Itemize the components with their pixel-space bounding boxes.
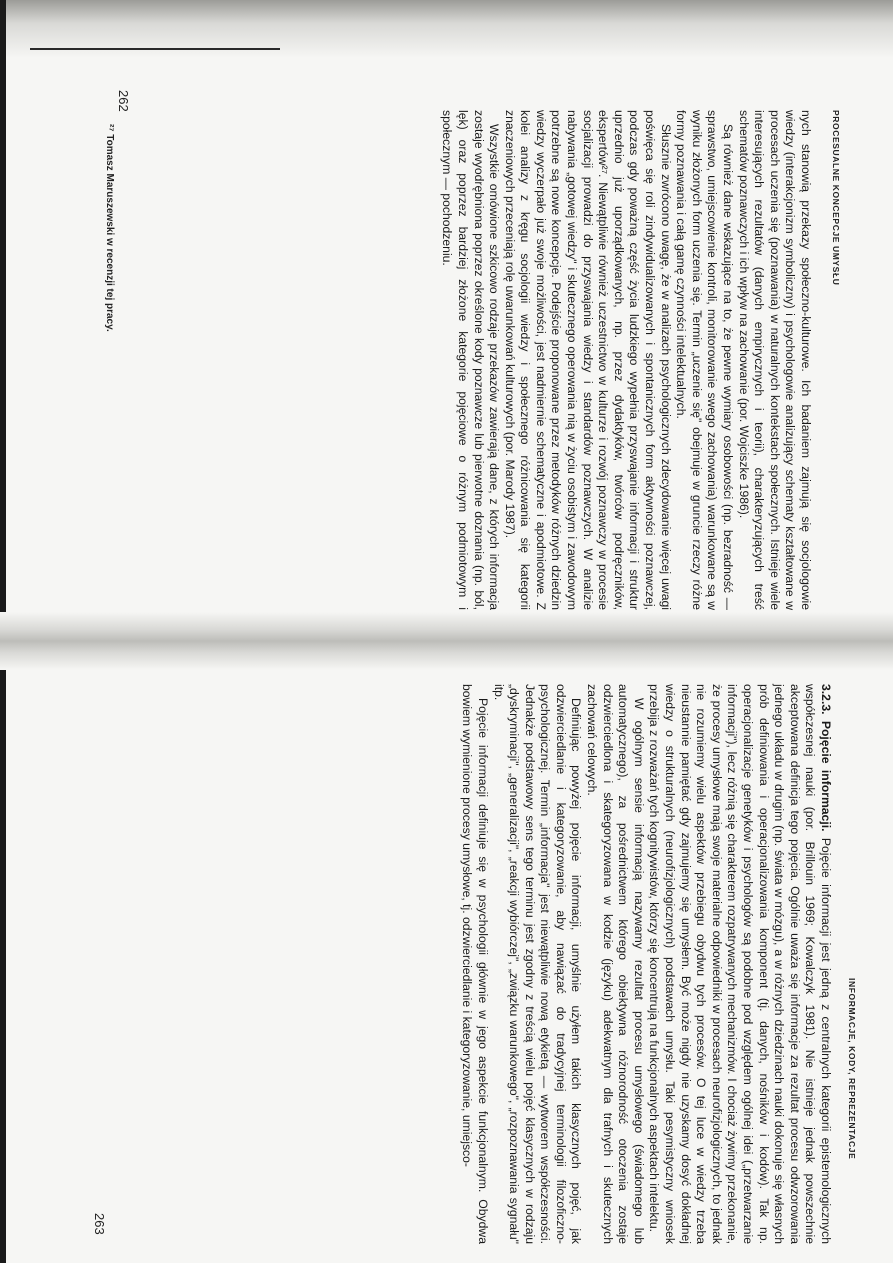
paragraph: Definiując powyżej pojęcie informacji, umyślnie użyłem takich klasycznych pojęć, jak odzwierciedlanie i kategoryzowanie, aby nawiązać do tradycyjnej terminologii filozoficzno-psychologicznej. Termin „informacja" jest niewątpliwie nową etykietą — wytworem współczesności. Jednakże podstawowy sens tego terminu jest zgodny z treścią wielu pojęć klasycznych w rodzaju „dyskryminacji", „generalizacji", „reakcji wybiórczej", „związku warunkowego", „rozpoznawania sygnału" itp. xyxy=(491,684,584,1244)
footnote: ²⁷ Tomasz Maruszewski w recenzji tej pracy. xyxy=(104,124,115,332)
running-header: INFORMACJE, KODY, REPREZENTACJE xyxy=(847,978,857,1160)
paragraph xyxy=(646,684,833,1244)
page-number: 262 xyxy=(116,90,131,112)
right-page xyxy=(85,668,875,1248)
scan-edge-line xyxy=(30,48,280,50)
paragraph: W ogólnym sensie informacją nazywamy rezultat procesu umysłowego (świadomego lub automatycznego), za pośrednictwem którego obiektywna różnorodność otoczenia zostaje odzwierciedlona i skategoryzowana w kodzie (języku) adekwatnym dla trafnych i skutecznych zachowań celowych. xyxy=(585,684,646,1244)
paragraph: Są również dane wskazujące na to, że pewne wymiary osobowości (np. bezradność — sprawstwo, umiejscowienie kontroli, monitorowanie swego zachowania) warunkowane są w wyniku złożonych form uczenia się. Termin „uczenie się" obejmuje w gruncie rzeczy różne formy poznawania i całą gamę czynności intelektualnych. xyxy=(674,110,736,610)
page-number: 263 xyxy=(92,1213,107,1235)
paragraph: Wszystkie omówione szkicowo rodzaje przekazów zawierają dane, z których informacja zostaje wyodrębniona poprzez określone kody poznawcze lub pierwotne doznania (np. ból, lęk) oraz poprzez bardziej złożone kategorie pojęciowe o różnym podmiotowym i społecznym — pochodzeniu. xyxy=(440,110,502,610)
running-header: PROCESUALNE KONCEPCJE UMYSŁU xyxy=(831,110,841,286)
book-gutter-fold xyxy=(0,612,893,670)
paragraph: Słusznie zwrócono uwagę, że w analizach psychologicznych zdecydowanie więcej uwagi poświęca się roli zindywidualizowanych i spontanicznych form aktywności poznawczej, podczas gdy poważną część życia ludzkiego wypełnia przyswajanie informacji i struktur uprzednio już uporządkowanych, np. przez dydaktyków, twórców podręczników, ekspertów²⁷. Niewątpliwie również uczestnictwo w kulturze i rozwój poznawczy w procesie socjalizacji prowadzi do przyswajania wiedzy i standardów poznawczych. W analizie nabywania „gotowej wiedzy" i skutecznego operowania nią w życiu osobistym i zawodowym potrzebne są nowe koncepcje. Podejście proponowane przez metodyków różnych dziedzin wiedzy wyczerpało już swoje możliwości, jest nadmiernie schematyczne i apodmiotowe. Z kolei analizy z kręgu socjologii wiedzy i społecznego różnicowania się kategorii znaczeniowych przeceniają rolę uwarunkowań kulturowych (por. Marody 1987). xyxy=(502,110,673,610)
body-text xyxy=(185,110,813,610)
paragraph: Pojęcie informacji definiuje się w psychologii głównie w jego aspekcie funkcjonalnym. Obydwa bowiem wymienione procesy umysłowe, tj. odzwierciedlanie i kategoryzowanie, umiejsco- xyxy=(460,684,490,1244)
paragraph-text: Pojęcie informacji jest jedną z centralnych kategorii epistemologicznych współczesnej nauki (por. Brillouin 1969; Kowalczyk 1981). Nie istnieje jednak powszechnie akceptowana definicja tego pojęcia. Ogólnie uważa się informacje za rezultat procesu odwzorowania jednego układu w drugim (np. świata w mózgu), a w różnych dziedzinach nauki dokonuje się własnych prób definiowania i operacjonalizowania komponent (tj. danych, nośników i kodów). Tak np. operacjonalizacje genetyków i psychologów są podobne pod względem ogólnej idei („przetwarzanie informacji"), lecz różnią się charakterem rozpatrywanych mechanizmów. I chociaż żywimy przekonanie, że procesy umysłowe mają swoje materialne odpowiedniki w procesach neurofizjologicznych, to jednak nie rozumiemy wielu aspektów przebiegu obydwu tych procesów. O tej luce w wiedzy trzeba nieustannie pamiętać gdy zajmujemy się umysłem. Być może nigdy nie uzyskamy dosyć dokładnej wiedzy o strukturalnych (neurofizjologicznych) podstawach umysłu. Taki pesymistyczny wniosek przebija z rozważań tych kognitywistów, którzy się koncentrują na funkcjonalnych aspektach intelektu. xyxy=(647,684,833,1244)
section-title: Pojęcie informacji. xyxy=(819,720,833,832)
section-number: 3.2.3. xyxy=(819,684,833,715)
body-text xyxy=(173,684,833,1244)
left-page xyxy=(85,64,845,612)
paragraph: nych stanowią przekazy społeczno-kulturowe. Ich badaniem zajmują się socjologowie wiedzy (interakcjonizm symboliczny) i psychologowie analizujący schematy kształtowane w procesach uczenia się (poznawania) w naturalnych kontekstach społecznych. Istnieje wiele interesujących rezultatów (danych empirycznych i teorii), charakteryzujących treść schematów poznawczych i ich wpływ na zachowanie (por. Wojciszke 1986). xyxy=(736,110,813,610)
